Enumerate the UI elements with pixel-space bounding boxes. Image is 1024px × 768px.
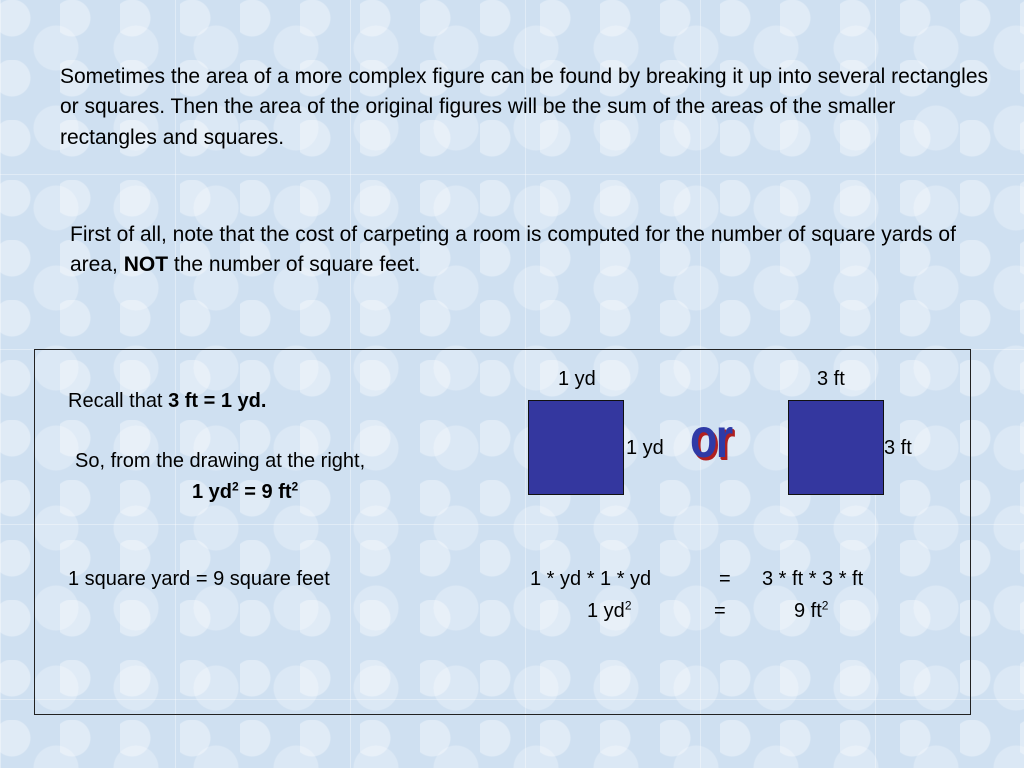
recall-prefix: Recall that — [68, 390, 169, 412]
note-before: First of all, note that the cost of carpeting a room is computed for the number of square yards of area, — [70, 223, 956, 277]
yard-square — [528, 400, 624, 495]
or-wordart: or — [690, 406, 732, 469]
math-line2-right — [794, 600, 828, 623]
note-after: the number of square feet. — [168, 253, 421, 277]
intro-paragraph: Sometimes the area of a more complex figure can be found by breaking it up into several rectangles or squares. Then the area of the original figures will be the sum of the areas of the smaller rectangles and squares. — [60, 65, 989, 149]
so-lhs: 1 yd — [192, 481, 233, 503]
math-line1-eq: = — [719, 568, 731, 590]
yard-top-label: 1 yd — [558, 368, 596, 390]
feet-top-label: 3 ft — [817, 368, 845, 390]
math-line1-right: 3 * ft * 3 * ft — [762, 568, 864, 590]
note-emphasis: NOT — [123, 253, 169, 277]
yard-side-label: 1 yd — [626, 437, 664, 459]
feet-side-label: 3 ft — [884, 437, 912, 459]
so-eq: = 9 ft — [238, 481, 292, 503]
so-line: So, from the drawing at the right, — [75, 450, 366, 472]
conversion-statement: 1 square yard = 9 square feet — [68, 568, 330, 590]
math-line2-left-exp: 2 — [624, 598, 632, 613]
so-rhs-exp: 2 — [291, 479, 299, 494]
math-line2-right-base: 9 ft — [794, 600, 822, 622]
math-line2-eq: = — [714, 600, 726, 622]
feet-square — [788, 400, 884, 495]
math-line1-left: 1 * yd * 1 * yd — [530, 568, 652, 590]
so-lhs-exp: 2 — [232, 479, 239, 494]
math-line2-left-base: 1 yd — [587, 600, 625, 622]
recall-line — [68, 390, 266, 413]
so-equation — [192, 481, 298, 504]
math-line2-right-exp: 2 — [821, 598, 829, 613]
math-line2-left — [587, 600, 632, 623]
note-paragraph — [70, 220, 995, 281]
recall-bold: 3 ft = 1 yd. — [168, 390, 267, 412]
